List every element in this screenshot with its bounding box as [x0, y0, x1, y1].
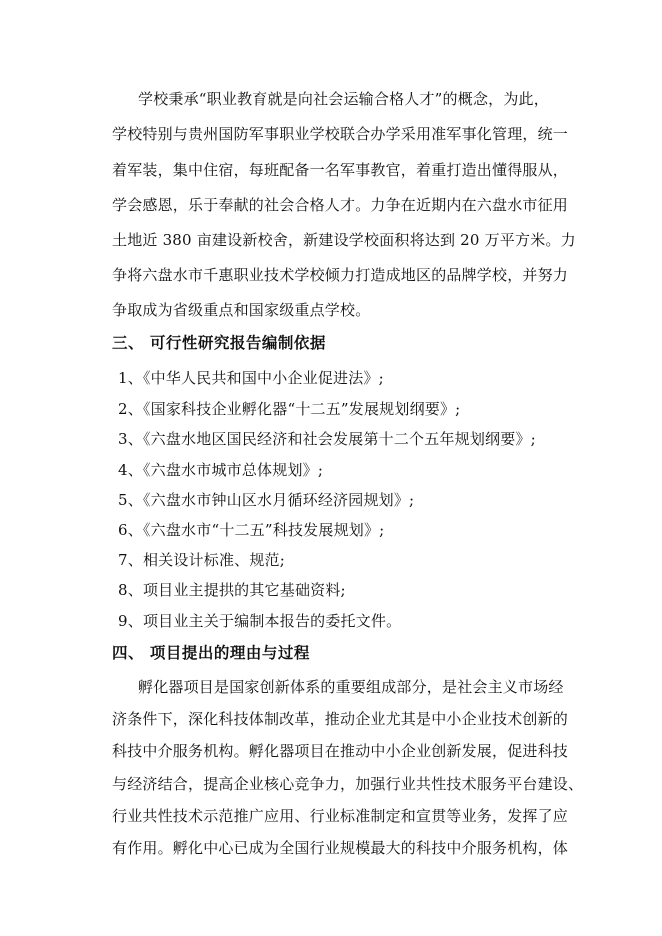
basis-item-3: 3、《六盘水地区国民经济和社会发展第十二个五年规划纲要》; [118, 430, 536, 448]
basis-item-5: 5、《六盘水市钟山区水月循环经济园规划》; [118, 491, 415, 509]
basis-item-1: 1、《中华人民共和国中小企业促进法》; [118, 369, 384, 387]
basis-item-4: 4、《六盘水市城市总体规划》; [118, 461, 324, 479]
reason-line-5: 行业共性技术示范推广应用、行业标准制定和宣贯等业务，发挥了应 [112, 807, 569, 825]
intro-line-3: 着军装，集中住宿，每班配备一名军事教官，着重打造出懂得服从， [112, 161, 569, 179]
intro-line-6: 争将六盘水市千惠职业技术学校倾力打造成地区的品牌学校，并努力 [112, 266, 569, 284]
reason-line-2: 济条件下，深化科技体制改革，推动企业尤其是中小企业技术创新的 [112, 710, 569, 728]
reason-line-4: 与经济结合，提高企业核心竞争力，加强行业共性技术服务平台建设、 [112, 775, 584, 793]
basis-item-6: 6、《六盘水市“十二五”科技发展规划》; [118, 521, 385, 539]
intro-line-2: 学校特别与贵州国防军事职业学校联合办学采用准军事化管理，统一 [112, 125, 569, 143]
reason-line-6: 有作用。孵化中心已成为全国行业规模最大的科技中介服务机构，体 [112, 839, 569, 857]
basis-item-9: 9、项目业主关于编制本报告的委托文件。 [118, 612, 402, 630]
intro-line-1: 学校秉承“职业教育就是向社会运输合格人才”的概念，为此， [138, 90, 549, 108]
basis-item-2: 2、《国家科技企业孵化器“十二五”发展规划纲要》; [118, 400, 461, 418]
basis-item-7: 7、相关设计标准、规范; [118, 551, 285, 569]
reason-line-1: 孵化器项目是国家创新体系的重要组成部分，是社会主义市场经 [138, 678, 564, 696]
basis-item-8: 8、项目业主提拱的其它基础资料; [118, 581, 346, 599]
intro-line-4: 学会感恩，乐于奉献的社会合格人才。力争在近期内在六盘水市征用 [112, 196, 569, 214]
section4-heading: 四、 项目提出的理由与过程 [112, 643, 310, 662]
intro-line-5: 土地近 380 亩建设新校舍，新建设学校面积将达到 20 万平方米。力 [112, 231, 576, 249]
reason-line-3: 科技中介服务机构。孵化器项目在推动中小企业创新发展，促进科技 [112, 742, 569, 760]
section3-heading: 三、 可行性研究报告编制依据 [112, 333, 326, 352]
intro-line-7: 争取成为省级重点和国家级重点学校。 [112, 301, 371, 319]
